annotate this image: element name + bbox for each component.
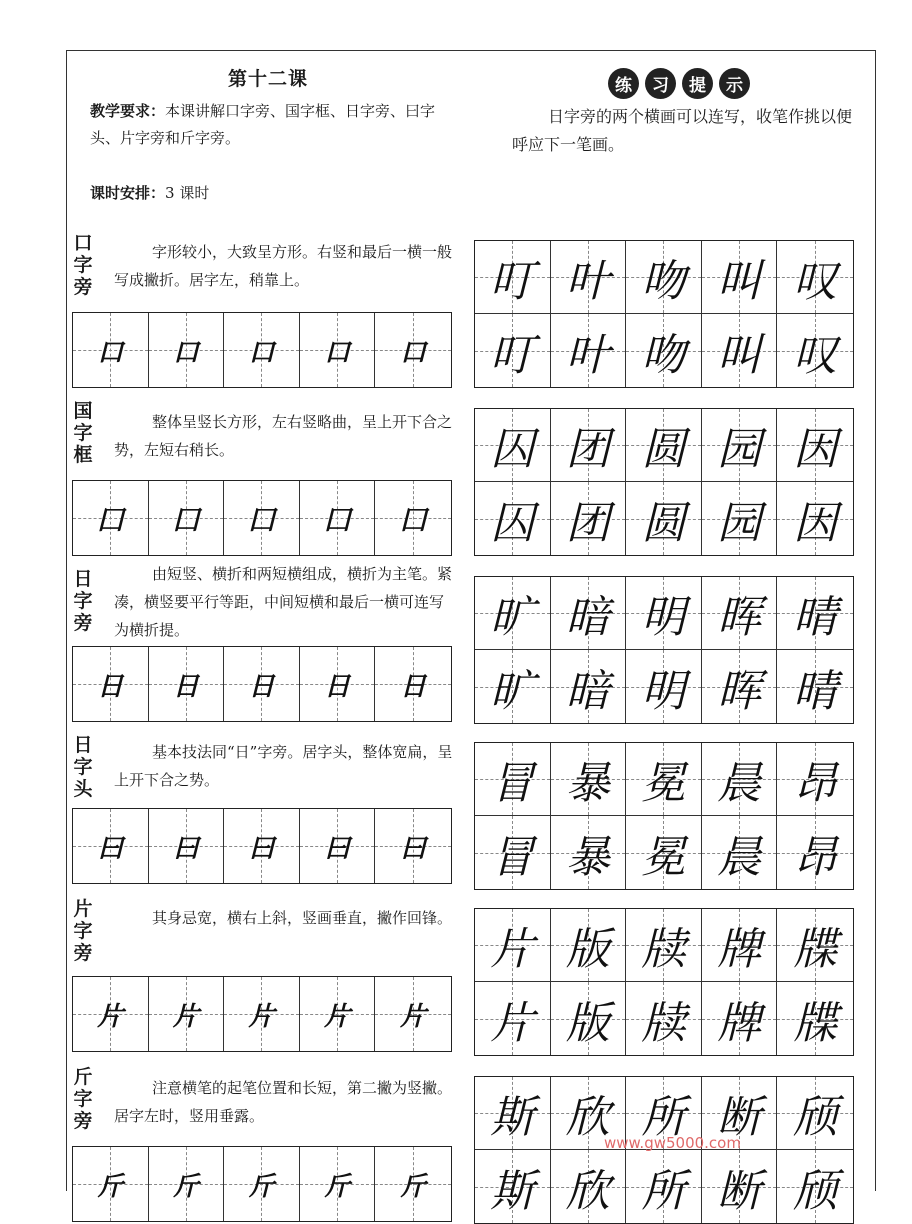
practice-character: 团 [565, 497, 610, 549]
section-description: 其身忌宽，横右上斜，竖画垂直，撇作回锋。 [152, 909, 453, 927]
grid-cell [375, 647, 451, 721]
practice-character: 欣 [565, 1092, 610, 1143]
grid-cell [375, 977, 451, 1051]
practice-character: 叮 [490, 256, 535, 307]
practice-grid [474, 240, 854, 388]
grid-cell [702, 482, 778, 555]
demo-radical: 口 [172, 337, 199, 368]
practice-character: 叫 [717, 329, 762, 381]
grid-cell [149, 647, 225, 721]
section-description: 由短竖、横折和两短横组成，横折为主笔。紧凑，横竖要平行等距，中间短横和最后一横可连写为横折提。 [114, 565, 453, 639]
demo-radical: 口 [248, 337, 275, 368]
practice-character: 斯 [490, 1092, 535, 1143]
grid-cell [626, 314, 702, 387]
practice-character: 叹 [793, 329, 838, 381]
demo-grid [72, 480, 452, 556]
section-label-char: 旁 [73, 942, 93, 964]
grid-cell [375, 481, 451, 555]
practice-grid [474, 742, 854, 890]
practice-tips-header [608, 68, 750, 99]
section-label-char: 旁 [73, 1110, 93, 1132]
lesson-title: 第十二课 [228, 68, 309, 90]
demo-radical: 斤 [324, 1171, 351, 1202]
section-label-char: 旁 [73, 612, 93, 634]
demo-radical: 口 [97, 337, 124, 368]
section-label [72, 1066, 94, 1132]
grid-cell [224, 977, 300, 1051]
section-label-char: 字 [73, 254, 93, 276]
grid-cell [300, 313, 376, 387]
practice-character: 圆 [641, 497, 686, 549]
grid-cell [300, 1147, 376, 1221]
demo-radical: 曰 [400, 833, 427, 864]
section-label [72, 232, 94, 298]
tip-char: 练 [608, 68, 639, 99]
grid-cell [626, 909, 702, 982]
grid-cell [475, 743, 551, 816]
practice-character: 版 [565, 997, 610, 1049]
demo-radical: 日 [324, 671, 351, 702]
grid-cell [224, 647, 300, 721]
practice-character: 牌 [717, 997, 762, 1049]
grid-cell [626, 650, 702, 723]
demo-radical: 曰 [172, 833, 199, 864]
practice-character: 叮 [490, 329, 535, 381]
practice-character: 颀 [793, 1165, 838, 1217]
grid-cell [475, 650, 551, 723]
grid-cell [224, 313, 300, 387]
grid-cell [702, 816, 778, 889]
practice-character: 叶 [565, 256, 610, 307]
grid-cell [777, 577, 853, 650]
practice-character: 斯 [490, 1165, 535, 1217]
demo-radical: 片 [400, 1001, 427, 1032]
practice-character: 牒 [793, 924, 838, 975]
practice-grid [474, 576, 854, 724]
demo-radical: 日 [248, 671, 275, 702]
grid-cell [702, 743, 778, 816]
grid-cell [626, 409, 702, 482]
grid-cell [73, 809, 149, 883]
practice-character: 晨 [717, 758, 762, 809]
grid-cell [702, 650, 778, 723]
section-description: 字形较小，大致呈方形。右竖和最后一横一般写成撇折。居字左，稍靠上。 [114, 243, 453, 289]
practice-character: 晖 [717, 592, 762, 643]
demo-radical: 斤 [400, 1171, 427, 1202]
section-label-char: 旁 [73, 276, 93, 298]
grid-cell [224, 1147, 300, 1221]
practice-character: 团 [565, 424, 610, 475]
grid-cell [375, 809, 451, 883]
practice-character: 昂 [793, 758, 838, 809]
practice-character: 明 [641, 592, 686, 643]
demo-radical: 片 [324, 1001, 351, 1032]
practice-character: 圆 [641, 424, 686, 475]
practice-character: 暗 [565, 665, 610, 717]
demo-radical: 曰 [248, 833, 275, 864]
watermark: www.gw5000.com [604, 1134, 741, 1152]
practice-character: 版 [565, 924, 610, 975]
grid-cell [149, 1147, 225, 1221]
grid-cell [149, 977, 225, 1051]
grid-cell [300, 647, 376, 721]
grid-cell [626, 1150, 702, 1223]
demo-radical: 口 [400, 337, 427, 368]
demo-radical: 囗 [324, 505, 351, 536]
demo-grid [72, 976, 452, 1052]
grid-cell [73, 1147, 149, 1221]
grid-cell [300, 809, 376, 883]
demo-grid [72, 1146, 452, 1222]
grid-cell [149, 809, 225, 883]
grid-cell [551, 982, 627, 1055]
grid-cell [475, 482, 551, 555]
practice-character: 冕 [641, 831, 686, 883]
demo-radical: 囗 [97, 505, 124, 536]
practice-character: 旷 [490, 592, 535, 643]
grid-cell [626, 482, 702, 555]
grid-cell [702, 241, 778, 314]
grid-cell [626, 241, 702, 314]
grid-cell [777, 241, 853, 314]
grid-cell [777, 314, 853, 387]
section-label-char: 框 [73, 444, 93, 466]
grid-cell [149, 481, 225, 555]
demo-radical: 曰 [97, 833, 124, 864]
demo-radical: 囗 [248, 505, 275, 536]
grid-cell [551, 241, 627, 314]
practice-character: 所 [641, 1165, 686, 1217]
practice-character: 冒 [490, 758, 535, 809]
practice-character: 晖 [717, 665, 762, 717]
demo-radical: 片 [97, 1001, 124, 1032]
demo-radical: 斤 [172, 1171, 199, 1202]
grid-cell [475, 909, 551, 982]
section-label [72, 898, 94, 964]
section-label-char: 日 [73, 734, 93, 756]
practice-character: 牍 [641, 924, 686, 975]
grid-cell [626, 816, 702, 889]
schedule-label: 课时安排： [90, 184, 166, 202]
practice-character: 园 [717, 497, 762, 549]
practice-character: 牒 [793, 997, 838, 1049]
practice-character: 片 [490, 924, 535, 975]
grid-cell [475, 241, 551, 314]
requirement-label: 教学要求： [90, 102, 166, 120]
grid-cell [73, 647, 149, 721]
grid-cell [777, 743, 853, 816]
grid-cell [475, 577, 551, 650]
grid-cell [777, 650, 853, 723]
demo-radical: 片 [172, 1001, 199, 1032]
section-label-char: 字 [73, 756, 93, 778]
grid-cell [551, 482, 627, 555]
class-schedule [90, 182, 209, 203]
grid-cell [626, 743, 702, 816]
grid-cell [777, 982, 853, 1055]
section-label-char: 口 [73, 232, 93, 254]
practice-character: 因 [793, 424, 838, 475]
practice-character: 旷 [490, 665, 535, 717]
grid-cell [702, 409, 778, 482]
practice-character: 片 [490, 997, 535, 1049]
tip-char: 示 [719, 68, 750, 99]
grid-cell [475, 982, 551, 1055]
section-label-char: 字 [73, 590, 93, 612]
grid-cell [777, 816, 853, 889]
grid-cell [475, 1150, 551, 1223]
section-label [72, 400, 94, 466]
practice-character: 断 [717, 1165, 762, 1217]
grid-cell [149, 313, 225, 387]
section-label-char: 字 [73, 1088, 93, 1110]
teaching-requirement [90, 98, 460, 152]
grid-cell [475, 1077, 551, 1150]
tip-char: 提 [682, 68, 713, 99]
section-label-char: 字 [73, 422, 93, 444]
grid-cell [777, 909, 853, 982]
section-description: 注意横笔的起笔位置和长短，第二撇为竖撇。居字左时，竖用垂露。 [114, 1079, 453, 1125]
schedule-text: 3 课时 [165, 184, 210, 202]
section-label-char: 字 [73, 920, 93, 942]
practice-character: 叹 [793, 256, 838, 307]
grid-cell [551, 909, 627, 982]
grid-cell [551, 577, 627, 650]
grid-cell [777, 482, 853, 555]
grid-cell [777, 1077, 853, 1150]
grid-cell [702, 314, 778, 387]
practice-character: 晨 [717, 831, 762, 883]
practice-character: 牌 [717, 924, 762, 975]
practice-character: 昂 [793, 831, 838, 883]
practice-character: 暴 [565, 831, 610, 883]
grid-cell [300, 481, 376, 555]
practice-character: 冒 [490, 831, 535, 883]
grid-cell [777, 409, 853, 482]
practice-character: 断 [717, 1092, 762, 1143]
section-label-char: 头 [73, 778, 93, 800]
practice-character: 因 [793, 497, 838, 549]
grid-cell [73, 313, 149, 387]
practice-character: 囚 [490, 424, 535, 475]
grid-cell [375, 1147, 451, 1221]
grid-cell [475, 314, 551, 387]
grid-cell [375, 313, 451, 387]
practice-character: 晴 [793, 592, 838, 643]
grid-cell [475, 816, 551, 889]
practice-character: 园 [717, 424, 762, 475]
grid-cell [551, 409, 627, 482]
grid-cell [702, 982, 778, 1055]
practice-character: 明 [641, 665, 686, 717]
practice-character: 叫 [717, 256, 762, 307]
grid-cell [626, 982, 702, 1055]
grid-cell [777, 1150, 853, 1223]
practice-character: 颀 [793, 1092, 838, 1143]
practice-character: 牍 [641, 997, 686, 1049]
grid-cell [224, 481, 300, 555]
grid-cell [551, 743, 627, 816]
grid-cell [626, 577, 702, 650]
grid-cell [551, 314, 627, 387]
grid-cell [551, 1150, 627, 1223]
demo-grid [72, 646, 452, 722]
practice-character: 叶 [565, 329, 610, 381]
demo-radical: 口 [324, 337, 351, 368]
practice-character: 吻 [641, 329, 686, 381]
practice-character: 欣 [565, 1165, 610, 1217]
grid-cell [300, 977, 376, 1051]
grid-cell [702, 1150, 778, 1223]
section-description: 基本技法同“日”字旁。居字头，整体宽扁，呈上开下合之势。 [114, 743, 453, 789]
practice-grid [474, 908, 854, 1056]
demo-grid [72, 808, 452, 884]
grid-cell [551, 816, 627, 889]
section-label [72, 734, 94, 800]
section-label [72, 568, 94, 634]
practice-character: 暗 [565, 592, 610, 643]
practice-grid [474, 408, 854, 556]
practice-character: 暴 [565, 758, 610, 809]
demo-radical: 日 [172, 671, 199, 702]
grid-cell [702, 577, 778, 650]
section-description: 整体呈竖长方形，左右竖略曲，呈上开下合之势，左短右稍长。 [114, 413, 453, 459]
grid-cell [551, 650, 627, 723]
section-label-char: 斤 [73, 1066, 93, 1088]
tip-char: 习 [645, 68, 676, 99]
grid-cell [73, 977, 149, 1051]
demo-radical: 曰 [324, 833, 351, 864]
grid-cell [73, 481, 149, 555]
practice-character: 囚 [490, 497, 535, 549]
demo-radical: 囗 [172, 505, 199, 536]
grid-cell [702, 909, 778, 982]
demo-radical: 日 [97, 671, 124, 702]
practice-character: 冕 [641, 758, 686, 809]
grid-cell [224, 809, 300, 883]
demo-grid [72, 312, 452, 388]
practice-character: 晴 [793, 665, 838, 717]
practice-character: 所 [641, 1092, 686, 1143]
demo-radical: 囗 [400, 505, 427, 536]
demo-radical: 斤 [248, 1171, 275, 1202]
demo-radical: 斤 [97, 1171, 124, 1202]
demo-radical: 片 [248, 1001, 275, 1032]
grid-cell [475, 409, 551, 482]
section-label-char: 国 [73, 400, 93, 422]
demo-radical: 日 [400, 671, 427, 702]
practice-tips-text: 日字旁的两个横画可以连写，收笔作挑以便呼应下一笔画。 [512, 107, 853, 154]
section-label-char: 片 [73, 898, 93, 920]
practice-character: 吻 [641, 256, 686, 307]
section-label-char: 日 [73, 568, 93, 590]
requirement-text: 本课讲解口字旁、国字框、日字旁、曰字头、片字旁和斤字旁。 [90, 102, 436, 147]
